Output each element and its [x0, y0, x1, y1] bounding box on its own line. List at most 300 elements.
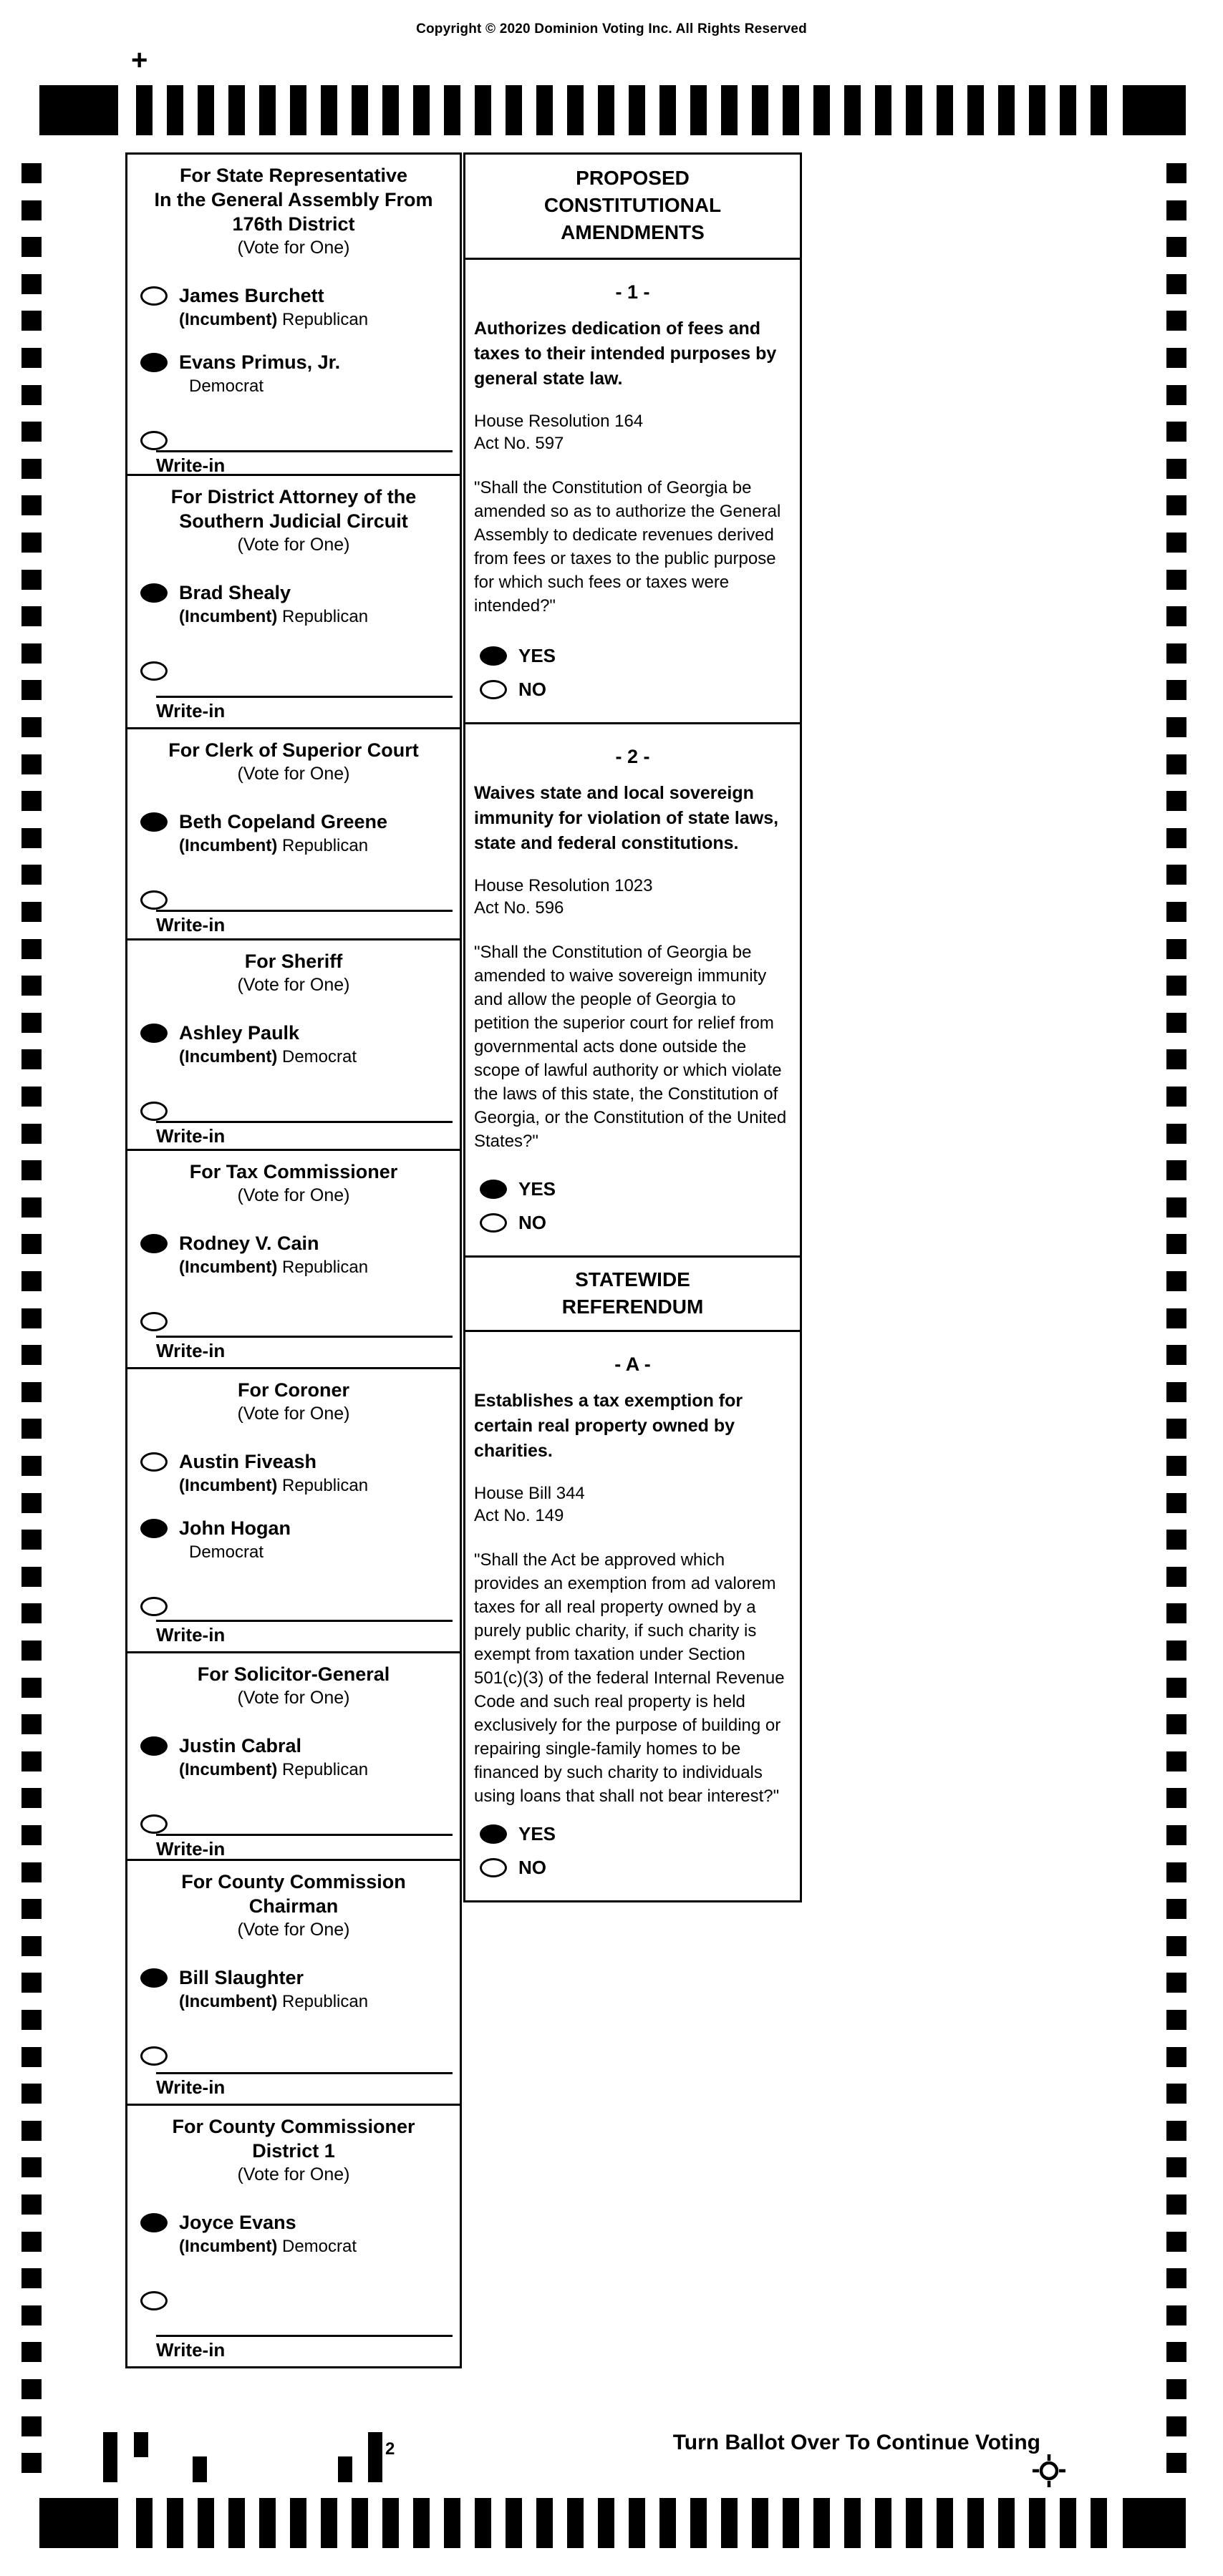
timing-square	[1166, 976, 1186, 996]
contest-title-line: For District Attorney of the	[170, 486, 417, 507]
timing-square	[1166, 1825, 1186, 1845]
write-in-oval[interactable]	[140, 890, 168, 910]
timing-square	[21, 422, 42, 442]
header-line: CONSTITUTIONAL	[543, 194, 722, 216]
candidate-row	[140, 1735, 453, 1780]
contest-title-line: Southern Judicial Circuit	[179, 510, 408, 532]
timing-square	[1166, 1751, 1186, 1771]
write-in-area[interactable]	[156, 2335, 453, 2361]
timing-square	[1166, 1382, 1186, 1402]
contest-box-county-commission-chairman	[125, 1859, 462, 2106]
timing-square	[1166, 2232, 1186, 2252]
party-name: Republican	[282, 1258, 369, 1277]
timing-square	[1166, 1862, 1186, 1882]
timing-square	[1166, 163, 1186, 183]
timing-square	[21, 1825, 42, 1845]
candidate-party-line	[179, 836, 387, 856]
timing-square	[21, 495, 42, 515]
timing-square	[1166, 606, 1186, 626]
timing-mark	[567, 2498, 584, 2548]
write-in-choice-row	[140, 1595, 453, 1616]
incumbent-label: (Incumbent)	[179, 1992, 278, 2011]
timing-mark	[937, 2498, 953, 2548]
timing-square	[21, 1271, 42, 1291]
candidate-name: Joyce Evans	[179, 2212, 296, 2233]
timing-mark	[875, 2498, 891, 2548]
candidate-party-line	[189, 1542, 291, 1562]
timing-square	[1166, 1197, 1186, 1217]
no-label: NO	[518, 1857, 546, 1878]
candidate-party-line	[179, 310, 368, 330]
yes-choice-row	[480, 645, 793, 667]
timing-mark	[813, 2498, 830, 2548]
write-in-choice-row	[140, 1100, 453, 1121]
timing-mark	[844, 85, 861, 135]
candidate-party-line	[179, 1258, 368, 1278]
timing-square	[1166, 2268, 1186, 2288]
timing-square	[1166, 2195, 1186, 2215]
party-name: Democrat	[282, 1047, 357, 1066]
contest-title-line: District 1	[252, 2140, 335, 2162]
timing-mark	[506, 85, 522, 135]
timing-square	[21, 1567, 42, 1587]
contest-box-state-representative-176th-district	[125, 152, 462, 476]
timing-square	[21, 237, 42, 257]
registration-crosshair-icon	[1032, 2454, 1066, 2488]
candidate-oval-filled[interactable]	[140, 1968, 168, 1988]
write-in-oval[interactable]	[140, 2291, 168, 2310]
timing-square	[21, 2010, 42, 2030]
timing-square	[21, 606, 42, 626]
contest-box-district-attorney-southern-judicial-circuit	[125, 474, 462, 729]
no-choice-row	[480, 1857, 793, 1879]
party-name: Republican	[282, 836, 369, 855]
no-label: NO	[518, 1212, 546, 1233]
timing-mark	[998, 2498, 1015, 2548]
timing-mark	[752, 85, 768, 135]
timing-block	[1123, 2498, 1186, 2548]
timing-square	[21, 311, 42, 331]
measure-box-referendum-a	[463, 1330, 802, 1902]
timing-mark	[352, 85, 368, 135]
timing-mark	[321, 85, 337, 135]
timing-mark	[475, 2498, 491, 2548]
timing-mark	[1029, 2498, 1045, 2548]
timing-mark	[259, 85, 276, 135]
write-in-area[interactable]	[156, 696, 453, 721]
authority-line: House Resolution 164	[474, 412, 644, 431]
timing-mark	[413, 2498, 430, 2548]
candidate-party-line	[179, 1992, 368, 2012]
measure-authority	[474, 410, 791, 455]
candidate-row	[140, 1233, 453, 1278]
party-name: Democrat	[282, 2237, 357, 2256]
timing-block	[39, 2498, 118, 2548]
timing-square	[1166, 533, 1186, 553]
timing-square	[21, 680, 42, 700]
timing-block	[1123, 85, 1186, 135]
timing-square	[21, 902, 42, 922]
timing-square	[21, 570, 42, 590]
timing-mark	[906, 2498, 922, 2548]
candidate-oval-filled[interactable]	[140, 1519, 168, 1538]
timing-square	[1166, 1087, 1186, 1107]
timing-square	[21, 533, 42, 553]
page-mark-digit: 2	[385, 2439, 395, 2459]
contest-title	[135, 485, 453, 533]
measure-question: "Shall the Constitution of Georgia be amended to waive sovereign immunity and allow the people of Georgia to petition the superior court for relief from governmental acts done outside the scope of lawful authority or which violate the laws of this state, the Constitution of Georgia, or the Constitution of the United States?"	[474, 943, 787, 1151]
measure-number: - 1 -	[615, 281, 650, 303]
timing-mark	[382, 2498, 399, 2548]
timing-mark	[659, 85, 676, 135]
timing-square	[1166, 1899, 1186, 1919]
yes-oval-filled[interactable]	[480, 646, 507, 666]
write-in-label: Write-in	[156, 700, 226, 721]
write-in-oval[interactable]	[140, 431, 168, 450]
timing-square	[21, 2342, 42, 2362]
candidate-oval-filled[interactable]	[140, 353, 168, 372]
timing-square	[1166, 754, 1186, 774]
timing-mark	[413, 85, 430, 135]
timing-square	[21, 1160, 42, 1180]
code-bar	[193, 2456, 207, 2482]
contest-box-solicitor-general	[125, 1651, 462, 1861]
write-in-choice-row	[140, 1813, 453, 1834]
incumbent-label: (Incumbent)	[179, 1476, 278, 1495]
yes-label: YES	[518, 1823, 556, 1844]
timing-square	[1166, 2121, 1186, 2141]
timing-square	[21, 1234, 42, 1254]
timing-square	[1166, 200, 1186, 220]
timing-mark	[536, 2498, 553, 2548]
timing-square	[1166, 680, 1186, 700]
write-in-label: Write-in	[156, 455, 226, 476]
candidate-info	[179, 285, 368, 330]
yes-choice-row	[480, 1823, 793, 1845]
timing-square	[21, 2379, 42, 2399]
timing-mark	[536, 85, 553, 135]
copyright-line: Copyright © 2020 Dominion Voting Inc. All Rights Reserved	[416, 21, 807, 37]
contest-box-tax-commissioner	[125, 1149, 462, 1369]
timing-mark	[690, 2498, 707, 2548]
candidate-party-line	[179, 1047, 357, 1067]
timing-square	[1166, 1788, 1186, 1808]
timing-square	[1166, 570, 1186, 590]
contest-title-line: In the General Assembly From	[154, 189, 433, 210]
incumbent-label: (Incumbent)	[179, 310, 278, 329]
timing-mark	[352, 2498, 368, 2548]
no-choice-row	[480, 1212, 793, 1234]
write-in-oval[interactable]	[140, 1814, 168, 1834]
no-oval[interactable]	[480, 1858, 507, 1877]
timing-square	[21, 1603, 42, 1623]
candidate-row	[140, 1022, 453, 1067]
timing-square	[21, 1936, 42, 1956]
no-oval[interactable]	[480, 680, 507, 699]
party-name: Democrat	[189, 376, 264, 396]
contest-title-line: For Tax Commissioner	[189, 1161, 398, 1182]
timing-mark	[382, 85, 399, 135]
proposed-constitutional-amendments-header	[463, 152, 802, 260]
candidate-oval[interactable]	[140, 286, 168, 306]
timing-square	[1166, 1124, 1186, 1144]
candidate-oval-filled[interactable]	[140, 583, 168, 603]
timing-square	[21, 1197, 42, 1217]
candidate-party-line	[189, 376, 340, 397]
timing-square	[21, 1382, 42, 1402]
yes-label: YES	[518, 645, 556, 666]
write-in-choice-row	[140, 889, 453, 910]
timing-mark	[290, 85, 306, 135]
timing-square	[1166, 1678, 1186, 1698]
contest-title	[135, 1378, 453, 1402]
candidate-name: Justin Cabral	[179, 1735, 302, 1756]
candidate-row	[140, 1451, 453, 1496]
candidate-party-line	[179, 1760, 368, 1780]
candidate-name: James Burchett	[179, 285, 324, 306]
incumbent-label: (Incumbent)	[179, 1047, 278, 1066]
vote-for-instruction: (Vote for One)	[237, 2164, 350, 2184]
contest-title-line: Chairman	[248, 1895, 339, 1917]
timing-mark	[259, 2498, 276, 2548]
candidate-name: John Hogan	[179, 1517, 291, 1539]
timing-square	[1166, 939, 1186, 959]
yes-no-group	[473, 645, 793, 716]
write-in-area[interactable]	[156, 2072, 453, 2098]
timing-square	[21, 1899, 42, 1919]
timing-square	[1166, 1567, 1186, 1587]
yes-oval-filled[interactable]	[480, 1180, 507, 1199]
timing-square	[1166, 1456, 1186, 1476]
write-in-area[interactable]	[156, 450, 453, 476]
timing-mark-band-bottom	[0, 2498, 1223, 2548]
write-in-oval[interactable]	[140, 1312, 168, 1331]
timing-square	[1166, 902, 1186, 922]
timing-square	[1166, 1013, 1186, 1033]
write-in-oval[interactable]	[140, 661, 168, 681]
write-in-area[interactable]	[156, 1620, 453, 1646]
contest-title-line: For Coroner	[237, 1379, 349, 1401]
timing-square	[21, 1124, 42, 1144]
no-label: NO	[518, 679, 546, 700]
timing-mark-band-top	[0, 85, 1223, 135]
contest-title-line: For County Commission	[181, 1871, 406, 1892]
registration-plus-icon: +	[131, 44, 148, 76]
timing-mark	[506, 2498, 522, 2548]
candidate-name: Austin Fiveash	[179, 1451, 317, 1472]
no-choice-row	[480, 679, 793, 701]
timing-square	[21, 1714, 42, 1734]
candidate-party-line	[179, 607, 368, 627]
code-bar	[338, 2456, 352, 2482]
contest-box-sheriff	[125, 938, 462, 1151]
no-oval[interactable]	[480, 1213, 507, 1233]
timing-square	[21, 1087, 42, 1107]
timing-square	[21, 459, 42, 479]
candidate-oval-filled[interactable]	[140, 1234, 168, 1253]
authority-line: Act No. 597	[474, 434, 564, 453]
candidate-oval-filled[interactable]	[140, 1024, 168, 1043]
timing-mark	[875, 85, 891, 135]
yes-label: YES	[518, 1178, 556, 1200]
measure-question: "Shall the Constitution of Georgia be amended so as to authorize the General Assembly to dedicate revenues derived from fees or taxes to the public purpose for which such fees or taxes were intended?"	[474, 478, 781, 616]
timing-mark	[167, 85, 183, 135]
timing-mark	[136, 85, 153, 135]
candidate-name: Rodney V. Cain	[179, 1233, 319, 1254]
timing-square	[1166, 1160, 1186, 1180]
timing-mark	[1060, 2498, 1076, 2548]
timing-square	[21, 163, 42, 183]
candidate-row	[140, 582, 453, 627]
write-in-area[interactable]	[156, 1121, 453, 1147]
timing-square	[21, 385, 42, 405]
timing-mark	[1091, 85, 1107, 135]
measure-column	[463, 152, 802, 1902]
vote-for-instruction: (Vote for One)	[237, 1185, 350, 1205]
contest-title	[135, 1870, 453, 1918]
candidate-info	[179, 1451, 368, 1496]
timing-square	[21, 1013, 42, 1033]
vote-for-instruction: (Vote for One)	[237, 535, 350, 555]
timing-block	[39, 85, 118, 135]
contest-title	[135, 738, 453, 762]
timing-mark	[598, 85, 614, 135]
candidate-info	[179, 1022, 357, 1067]
timing-square	[21, 1308, 42, 1328]
timing-square	[21, 976, 42, 996]
write-in-label: Write-in	[156, 2076, 226, 2098]
timing-square	[1166, 2379, 1186, 2399]
timing-square	[1166, 2047, 1186, 2067]
timing-square	[21, 2268, 42, 2288]
timing-square	[1166, 2305, 1186, 2325]
incumbent-label: (Incumbent)	[179, 1258, 278, 1277]
yes-no-group	[473, 1823, 793, 1895]
party-name: Republican	[282, 1476, 369, 1495]
incumbent-label: (Incumbent)	[179, 2237, 278, 2256]
authority-line: Act No. 596	[474, 898, 564, 918]
timing-square	[1166, 828, 1186, 848]
measure-summary: Establishes a tax exemption for certain real property owned by charities.	[474, 1391, 743, 1461]
timing-square	[1166, 1493, 1186, 1513]
timing-square	[1166, 1419, 1186, 1439]
timing-mark	[937, 85, 953, 135]
candidate-oval-filled[interactable]	[140, 2213, 168, 2232]
timing-square	[21, 1530, 42, 1550]
candidate-row	[140, 811, 453, 856]
vote-for-instruction: (Vote for One)	[237, 1920, 350, 1940]
incumbent-label: (Incumbent)	[179, 836, 278, 855]
party-name: Democrat	[189, 1542, 264, 1562]
timing-square	[1166, 1641, 1186, 1661]
timing-mark	[690, 85, 707, 135]
timing-square	[21, 1973, 42, 1993]
write-in-area[interactable]	[156, 910, 453, 935]
candidate-info	[179, 1233, 368, 1278]
candidate-info	[179, 1735, 368, 1780]
timing-mark	[998, 85, 1015, 135]
vote-for-instruction: (Vote for One)	[237, 764, 350, 784]
write-in-area[interactable]	[156, 1336, 453, 1361]
vote-for-instruction: (Vote for One)	[237, 1404, 350, 1424]
timing-mark	[906, 85, 922, 135]
timing-mark	[629, 85, 645, 135]
candidate-oval-filled[interactable]	[140, 812, 168, 832]
timing-mark	[967, 2498, 984, 2548]
timing-square	[1166, 2453, 1186, 2473]
timing-square	[21, 2157, 42, 2177]
timing-square	[21, 2305, 42, 2325]
timing-mark	[567, 85, 584, 135]
write-in-area[interactable]	[156, 1834, 453, 1860]
timing-square	[1166, 717, 1186, 737]
write-in-label: Write-in	[156, 1838, 226, 1860]
timing-square	[1166, 643, 1186, 664]
contest-title	[135, 1662, 453, 1686]
timing-mark	[598, 2498, 614, 2548]
statewide-referendum-header-text	[473, 1266, 793, 1321]
write-in-label: Write-in	[156, 2339, 226, 2361]
candidate-party-line	[179, 1476, 368, 1496]
timing-square	[1166, 311, 1186, 331]
timing-square	[21, 865, 42, 885]
contest-title	[135, 949, 453, 973]
write-in-choice-row	[140, 1311, 453, 1331]
statewide-referendum-header	[463, 1255, 802, 1332]
write-in-choice-row	[140, 660, 453, 681]
measure-question: "Shall the Act be approved which provides an exemption from ad valorem taxes for all real property owned by a purely public charity, if such charity is exempt from taxation under Section 501(c)(3) of the federal Internal Revenue Code and such real property is held exclusively for the purpose of building or repairing single-family homes to be financed by such charity to individuals using loans that shall not bear interest?"	[474, 1550, 785, 1806]
timing-square	[21, 2121, 42, 2141]
timing-square	[21, 1456, 42, 1476]
party-name: Republican	[282, 607, 369, 626]
contest-title-line: For County Commissioner	[172, 2116, 415, 2137]
timing-square	[1166, 237, 1186, 257]
candidate-oval[interactable]	[140, 1452, 168, 1472]
timing-square	[1166, 1973, 1186, 1993]
timing-mark	[198, 2498, 214, 2548]
write-in-oval[interactable]	[140, 1597, 168, 1616]
timing-square	[21, 2047, 42, 2067]
timing-square	[21, 717, 42, 737]
timing-square	[1166, 385, 1186, 405]
candidate-row	[140, 1967, 453, 2012]
timing-square	[21, 348, 42, 368]
contest-title	[135, 1160, 453, 1184]
candidate-name: Brad Shealy	[179, 582, 291, 603]
timing-square	[21, 1049, 42, 1069]
timing-square	[1166, 2010, 1186, 2030]
header-line: AMENDMENTS	[561, 221, 705, 243]
candidate-oval-filled[interactable]	[140, 1736, 168, 1756]
measure-authority	[474, 875, 791, 919]
timing-square	[21, 274, 42, 294]
candidate-name: Beth Copeland Greene	[179, 811, 388, 832]
timing-square	[1166, 495, 1186, 515]
candidate-row	[140, 2212, 453, 2257]
code-bar	[103, 2432, 117, 2482]
contest-box-coroner	[125, 1367, 462, 1653]
write-in-oval[interactable]	[140, 2046, 168, 2066]
party-name: Republican	[282, 310, 369, 329]
contest-title-line: For Clerk of Superior Court	[168, 739, 419, 761]
timing-square	[1166, 2342, 1186, 2362]
contest-title	[135, 163, 453, 236]
yes-oval-filled[interactable]	[480, 1824, 507, 1844]
write-in-oval[interactable]	[140, 1102, 168, 1121]
timing-square	[1166, 791, 1186, 811]
timing-mark	[1029, 85, 1045, 135]
timing-square	[1166, 1936, 1186, 1956]
